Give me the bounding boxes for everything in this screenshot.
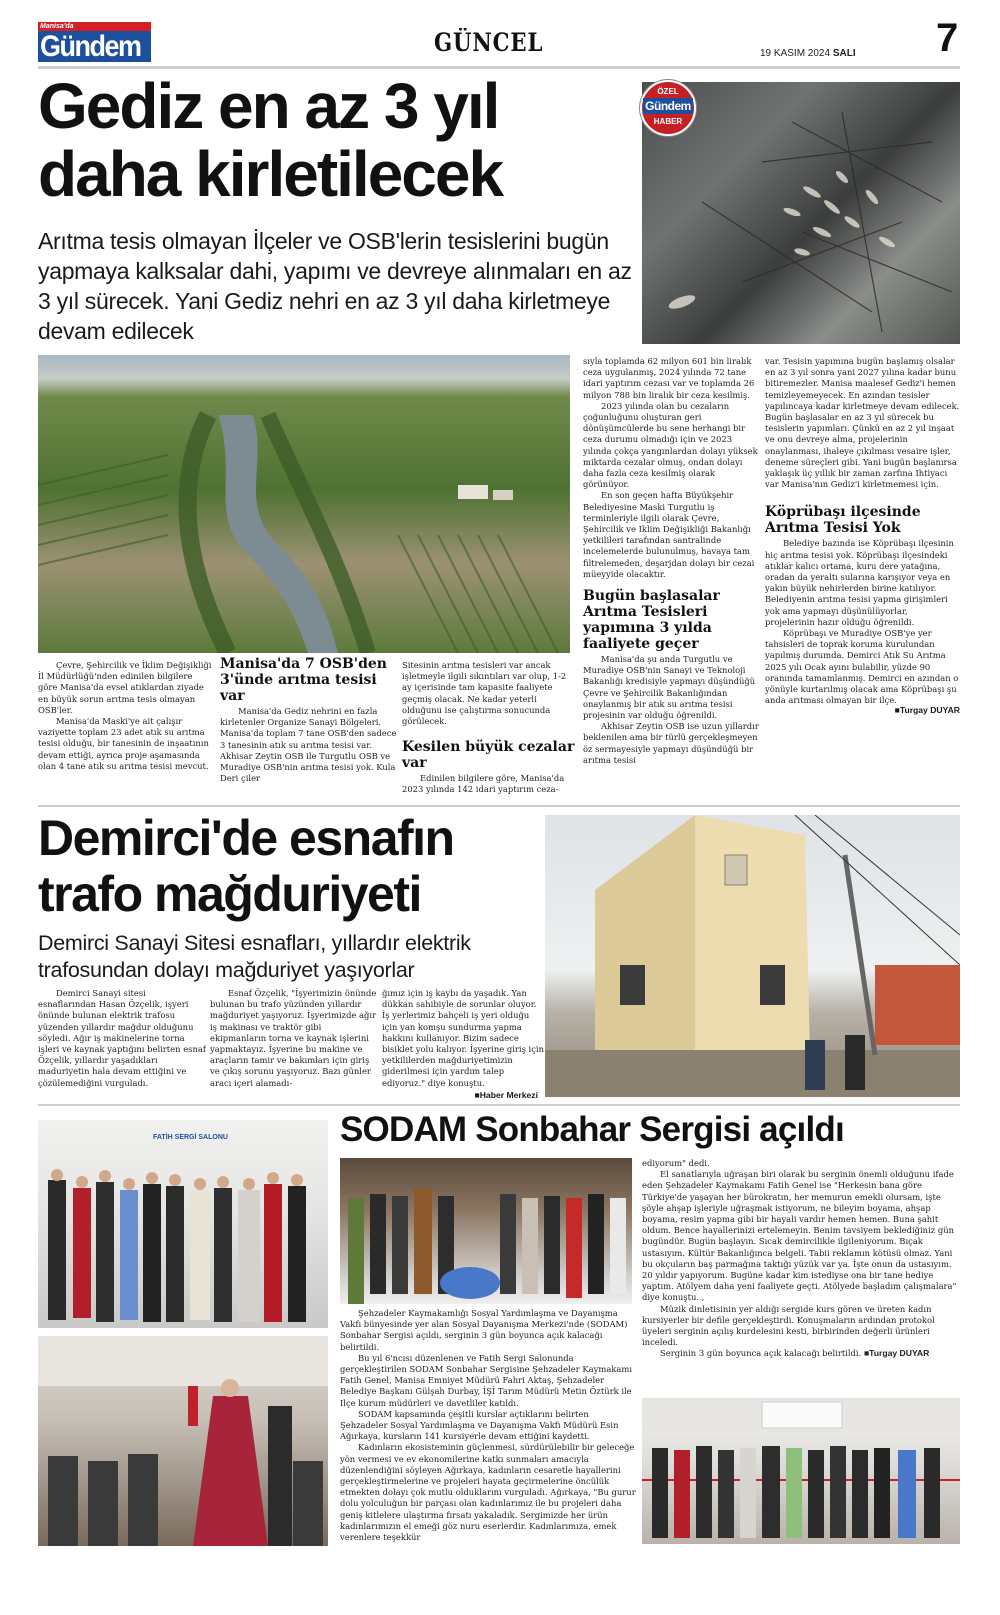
story1-headline: [38, 72, 638, 208]
story1-column-5: var. Tesisin yapımına bugün başlamış olsalar en az 3 yıl sonra yani 2027 yılına kadar bunu bitiremezler. Manisa maalesef Gediz'i hemen temizleyemeyecek. En azından tesisler yapılıncaya kadar kirletmeye devam edilecek. Bugün başlasalar en az 3 yıl sürecek bu tesislerin yapımları. Çünkü en az 2 yıl inşaat ve onu devreye alma, projelerinin onaylanması, ihaleye çıkılması vesaire işler, deneme süreçleri gibi. Yani bugün başlanırsa yaklaşık üç yıllık bir zaman zarfına Ihtiyacı var Manisa'nın Gediz'i kirletmemesi için. Köprübaşı ilçesinde Arıtma Tesisi Yok Belediye bazında ise Köprübaşı ilçesinin hiç arıtma tesisi yok. Köprübaşı ilçesindeki atıklar kalıcı ortama, kuru dere yatağına, oradan da yeraltı sularına karışıyor veya en yakın büyük nehirlerden birine katılıyor. Belediyenin arıtma tesisi yapma girişimleri yok ama yapmayı düşünülüyorlar, projelerinin hazır olduğu öğrenildi. Köprübaşı ve Muradiye OSB'ye yer tahsisleri de toprak koruma kurulundan yapılmış durumda. Demirci Atık Su Arıtma 2025 yılı Ocak ayını bulabilir, yüzde 90 oranında tamamlanmış. Demirci en azından o yönüyle kurtarılmış olacak ama Köprübaşı şu anda arıtması olmayan bir ilçe. ■ Turgay DUYAR: [765, 356, 960, 811]
headline-line-1: Gediz en az 3 yıl: [38, 70, 499, 142]
logo: [38, 22, 151, 62]
story1-column-3: Sitesinin arıtma tesisleri var ancak işletmeyle ilgili sıkıntıları var olup, 1-2 ay içerisinde tam kapasite faaliyete geçmiş olacak. Ne kadar yeterli olduğunu ise çalıştırma sonucunda görülecek. Kesilen büyük cezalar var Edinilen bilgilere göre, Manisa'da 2023 yılında 142 idari yaptırım ceza-: [402, 660, 577, 810]
story2-deck: Demirci Sanayi Sitesi esnafları, yıllardır elektrik trafosundan dolayı mağduriyet yaşıyorlar: [38, 931, 471, 982]
masthead: [38, 16, 960, 68]
headline-line-2: trafo mağduriyeti: [38, 866, 421, 922]
story2-byline: ■ Haber Merkezi: [475, 1090, 538, 1100]
section-title: GÜNCEL: [434, 28, 544, 57]
page-number: 7: [936, 16, 959, 60]
story1-photo-river-aerial: [38, 355, 570, 653]
story1-column-2: Manisa'da 7 OSB'den 3'ünde arıtma tesisi var Manisa'da Gediz nehrini en fazla kirletenler Organize Sanayi Bölgeleri. Manisa'da toplam 7 tane OSB'den sadece 3 tanesinin atık su arıtma tesisi var. Akhisar Zeytin OSB ile Turgutlu OSB ve Muradiye OSB'nin arıtma tesisi yok. Kula Deri çiler: [220, 656, 397, 784]
subhead-7-osb: Manisa'da 7 OSB'den 3'ünde arıtma tesisi var: [220, 656, 387, 704]
story3-photo-group-banner: FATİH SERGİ SALONU: [38, 1120, 328, 1328]
story3-column-center: Şehzadeler Kaymakamlığı Sosyal Yardımlaşma ve Dayanışma Vakfı bünyesinde yer alan Sosyal Dayanışma Merkezi'nde (SODAM) Sonbahar Sergisi açıldı, serginin 3 gün boyunca açık kalacağı belirtildi. Bu yıl 6'ncısı düzenlenen ve Fatih Sergi Salonunda gerçekleştirilen SODAM Sonbahar Sergisine Şehzadeler Kaymakamı Fatih Genel, Manisa Emniyet Müdürü Fahri Aktaş, Şehzadeler Belediye Başkanı Gülşah Durbay, İŞİ Tarım Müdürü Metin Öztürk ile Ilçe kurum müdürleri ve davetliler katıldı. SODAM kapsamında çeşitli kurslar açtıklarını belirten Şehzadeler Sosyal Yardımlaşma ve Dayanışma Vakfı Müdürü Esin Ağırkaya, kursların 141 kursiyerle devam ettiğini kaydetti. Kadınların ekosisteminin güçlenmesi, sürdürülebilir bir geleceğe yön vermesi ve ev ekonomilerine katkı sunmaları amacıyla düzenlendiğini söyleyen Ağırkaya, kadınların cesaretle hayallerini gerçekleştirmelerine ve projeleri hayata geçirmelerine öncülük etmekten dolayı çok mutlu olduklarını vurguladı. Ağırkaya, "Bu gurur dolu yolculuğun bir parçası olan kadınlarımız ile bu projeleri daha geniş kitlelere ulaştırma fırsatı yakaladık. Sergimizde her ürün kadınlarımızın el emeği göz nuru eserlerdir. Kadınlarımıza, emek verenlere teşekkür: [340, 1308, 636, 1543]
story2-column-1: Demirci Sanayi sitesi esnaflarından Hasan Özçelik, işyeri önünde bulunan elektrik trafosu yüzenden yıllardır mağdur olduğunu söyledi. Ağır iş makinelerine torna işleri ve kaynak yaptığını belirten esnaf Özçelik, yıllardır yaşadıkları maduriyetin hala devam ettiğini ve çözülemediğini vurguladı.: [38, 988, 206, 1088]
headline-line-2: daha kirletilecek: [38, 138, 503, 210]
story2-headline: [38, 810, 548, 922]
story3-photo-center-group: [340, 1158, 632, 1304]
subhead-bugun-baslasalar: Bugün başlasalar Arıtma Tesisleri yapımına 3 yılda faaliyete geçer: [583, 588, 720, 653]
story1-divider: [38, 805, 960, 807]
center-group-illustration: [340, 1158, 632, 1304]
story2-column-2: Esnaf Özçelik, "İşyerimizin önünde bulunan bu trafo yüzünden yıllardır mağduriyet yaşıyoruz. İşyerimizde ağır iş makinası ve traktör gibi ekipmanların torna ve kaynak işlerini yapmaktayız. İşyerine bu makine ve araçların tamir ve bakımları için giriş ve çıkış sorunu yaşıyoruz. Bazı günler aracı içeri alamadı-: [210, 988, 377, 1088]
logo-main-text: Gündem: [40, 29, 141, 63]
ribbon-cutting-illustration: [642, 1398, 960, 1544]
transformer-building-illustration: [545, 815, 960, 1097]
river-aerial-illustration: [38, 355, 570, 653]
story3-photo-ribbon-cutting: [642, 1398, 960, 1544]
story3-headline: SODAM Sonbahar Sergisi açıldı: [340, 1110, 844, 1149]
story3-photo-fashion-show: [38, 1336, 328, 1546]
story3-column-right: ediyorum" dedi. El sanatlarıyla uğraşan biri olarak bu serginin önemli olduğunu ifade eden Şehzadeler Kaymakamı Fatih Genel ise "Herkesin bana göre Türkiye'de yaşayan her bürokratın, her memurun emekli olursam, işte şöyle ahşap işleriyle uğraşmak istiyorum, ne bileyim boyama, ahşap boyama, resim yapma gibi bir hayali vardır hemen hemen. Buna şahit oldum. Bence hayallerinizi ertelemeyin. Benim tavsiyem beklediğiniz gün bugündür. Bugün başlayın. Sıcak demircilikle ilgileniyorum. Bıçak ustasıyım. Kültür Bakanlığınca belgeli. Tabii reklamın kötüsü olmaz. Yani bu okçuların baş parmağına taktığı yüzük var ya. İşte onun da ustasıyım. 20 yıldır yapıyorum. Bugüne kadar kim istediyse ona bir tane hediye yaptım. Atölyem daha yeni faaliyete geçti. Atölyede başladım çalışmalara" diye konuştu. , Müzik dinletisinin yer aldığı sergide kurs gören ve üreten kadın kursiyerler bir defile gerçekleştirdi. Konuşmaların ardından protokol üyeleri serginin açılış kurdelesini kesti, birbirinden değerli ürünleri inceledi. Serginin 3 gün boyunca açık kalacağı belirtildi. ■ Turgay DUYAR: [642, 1158, 960, 1393]
issue-date: 19 KASIM 2024 SALI: [760, 48, 856, 59]
story1-column-1: Çevre, Şehircilik ve İklim Değişikliği İl Müdürlüğü'nden edinilen bilgilere göre Manisa'da evsel atıklardan ziyade en büyük sorun arıtma tesis olmayan OSB'ler. Manisa'da Maski'ye ait çalışır vaziyette toplam 23 adet atık su arıtma tesisi olduğu, bir tanesinin de inşaatının devam ettiği, ayrıca proje aşamasında olan 4 tane atık su arıtma tesisi mevcut.: [38, 660, 212, 771]
fashion-show-illustration: [38, 1336, 328, 1546]
headline-line-1: Demirci'de esnafın: [38, 810, 454, 866]
story1-column-4: sıyla toplamda 62 milyon 601 bin liralık ceza uygulanmış, 2024 yılında 72 tane idari yaptırım cezası var ve toplamda 26 milyon 788 bin liralık bir ceza kesilmiş. 2023 yılında olan bu cezaların çoğunluğunu oluşturan geri dönüşümcülerde bu sene herhangi bir ceza durumu olmadığı için ve 2023 yılında çokça yangınlardan dolayı yüksek miktarda cezalar olmuş, ondan dolayı daha fazla ceza kesilmiş olarak görünüyor. En son geçen hafta Büyükşehir Belediyesine Maski Turgutlu iş terminleriyle ilgili olarak Çevre, Şehircilik ve Iklim Değişikliği Bakanlığı yetkilileri tarafından santralinde incelemelerde bulunulmuş, havaya tam filtrelemeden, deşarjdan dolayı bir cezai müeyyide olacaktır. Bugün başlasalar Arıtma Tesisleri yapımına 3 yılda faaliyete geçer Manisa'da şu anda Turgutlu ve Muradiye OSB'nin Sanayi ve Teknoloji Bakanlığı kredisiyle yapmayı düşündüğü Çevre ve Şehircilik Bakanlığından onaylanmış bir atık su arıtma tesisi projesinin var olduğu öğrenildi. Akhisar Zeytin OSB ise uzun yıllardır beklenilen ama bir türlü gerçekleşmeyen öz sermayesiyle yapmayı düşündüğü bir arıtma tesisi: [583, 356, 761, 811]
story2-column-3: ğımız için iş kaybı da yaşadık. Yan dükkan sahibiyle de sorunlar oluyor. İş yerlerimiz bahçeli iş yeri olduğu için yan komşu sundurma yapma hakkını kullanıyor. Bizim sadece bisiklet yolu kalıyor. İşyerine giriş için yetkililerden mağduriyetimizin giderilmesi için yardım talep ediyoruz." diye konuştu. ■ Haber Merkezi: [382, 988, 544, 1100]
story1-byline: ■ Turgay DUYAR: [765, 705, 960, 715]
story2-divider: [38, 1104, 960, 1106]
story3-byline: ■ Turgay DUYAR: [864, 1348, 929, 1358]
subhead-kesilen-cezalar: Kesilen büyük cezalar var: [402, 739, 575, 772]
logo-top-text: Manisa'da: [40, 23, 74, 30]
story1-deck: Arıtma tesis olmayan İlçeler ve OSB'lerin tesislerini bugün yapmaya kalksalar dahi, yapımı ve devreye alınmaları en az 3 yıl sürecek. Yani Gediz nehri en az 3 yıl daha kirletmeye devam edilecek: [38, 228, 632, 344]
story2-photo-transformer: [545, 815, 960, 1097]
ozel-haber-badge: ÖZEL Gündem HABER: [640, 80, 696, 136]
masthead-rule: [38, 66, 960, 69]
group-photo-illustration: [38, 1120, 328, 1328]
subhead-koprubasi: Köprübaşı ilçesinde Arıtma Tesisi Yok: [765, 504, 921, 537]
